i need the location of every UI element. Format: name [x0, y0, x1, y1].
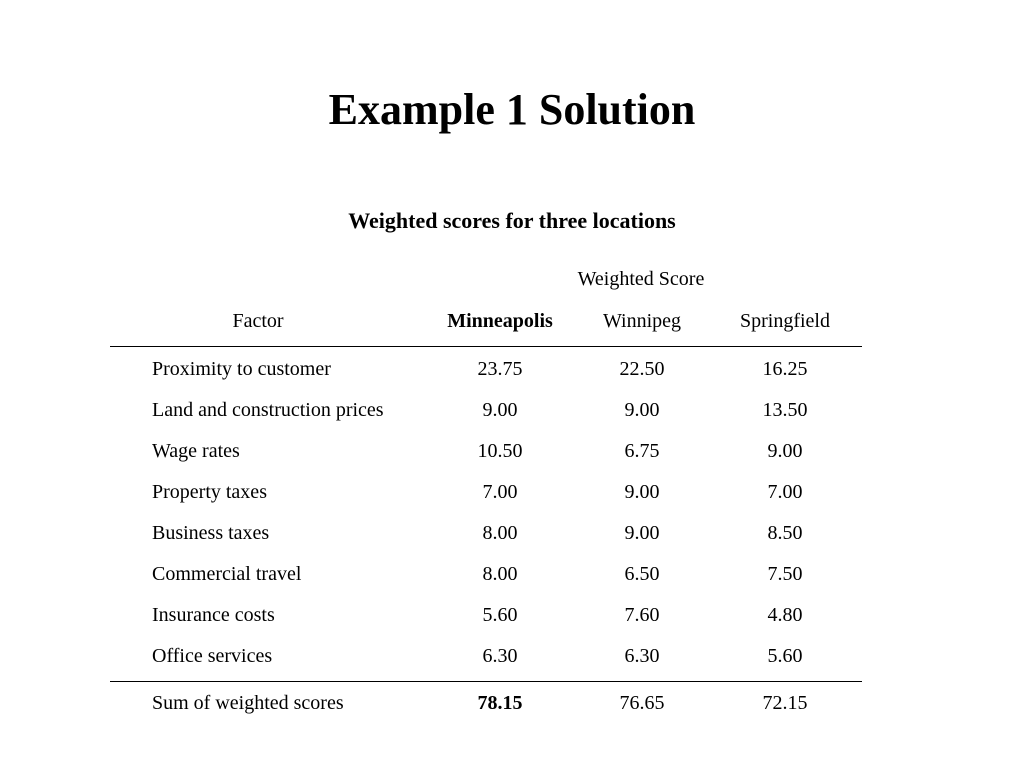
springfield-total: 72.15 [762, 692, 808, 714]
winnipeg-score: 6.75 [624, 440, 660, 462]
table-row [110, 595, 862, 636]
table-row [110, 390, 862, 431]
winnipeg-score: 6.30 [624, 645, 660, 667]
column-header-springfield: Springfield [740, 310, 830, 332]
table-row [110, 431, 862, 472]
factor-name: Insurance costs [152, 604, 275, 626]
minneapolis-score: 8.00 [482, 522, 518, 544]
group-header-row [110, 262, 862, 296]
table-row [110, 472, 862, 513]
springfield-score: 13.50 [762, 399, 808, 421]
winnipeg-score: 6.50 [624, 563, 660, 585]
factor-name: Office services [152, 645, 273, 667]
minneapolis-score: 10.50 [477, 440, 523, 462]
total-row [110, 682, 862, 724]
minneapolis-score: 5.60 [482, 604, 518, 626]
winnipeg-score: 22.50 [619, 358, 665, 380]
springfield-score: 4.80 [767, 604, 803, 626]
winnipeg-score: 9.00 [624, 399, 660, 421]
springfield-score: 16.25 [762, 358, 808, 380]
factor-name: Wage rates [152, 440, 240, 462]
total-label: Sum of weighted scores [152, 692, 344, 714]
table-row [110, 513, 862, 554]
table-row [110, 349, 862, 390]
winnipeg-score: 9.00 [624, 481, 660, 503]
minneapolis-score: 7.00 [482, 481, 518, 503]
table-row [110, 636, 862, 677]
factor-name: Land and construction prices [152, 399, 384, 421]
springfield-score: 7.00 [767, 481, 803, 503]
minneapolis-score: 8.00 [482, 563, 518, 585]
minneapolis-score: 23.75 [477, 358, 523, 380]
springfield-score: 8.50 [767, 522, 803, 544]
factor-name: Property taxes [152, 481, 267, 503]
table-row [110, 554, 862, 595]
springfield-score: 7.50 [767, 563, 803, 585]
column-header-minneapolis: Minneapolis [447, 310, 553, 332]
slide-title: Example 1 Solution [328, 85, 696, 134]
minneapolis-total: 78.15 [477, 692, 523, 714]
winnipeg-score: 7.60 [624, 604, 660, 626]
springfield-score: 5.60 [767, 645, 803, 667]
weighted-score-group-header: Weighted Score [577, 268, 705, 290]
factor-name: Commercial travel [152, 563, 302, 585]
column-header-row [110, 296, 862, 347]
weighted-score-table [110, 262, 862, 724]
column-header-factor: Factor [232, 310, 284, 332]
minneapolis-score: 6.30 [482, 645, 518, 667]
winnipeg-score: 9.00 [624, 522, 660, 544]
factor-name: Business taxes [152, 522, 270, 544]
column-header-winnipeg: Winnipeg [602, 310, 682, 332]
table-caption: Weighted scores for three locations [348, 208, 676, 233]
factor-name: Proximity to customer [152, 358, 331, 380]
springfield-score: 9.00 [767, 440, 803, 462]
winnipeg-total: 76.65 [619, 692, 665, 714]
minneapolis-score: 9.00 [482, 399, 518, 421]
